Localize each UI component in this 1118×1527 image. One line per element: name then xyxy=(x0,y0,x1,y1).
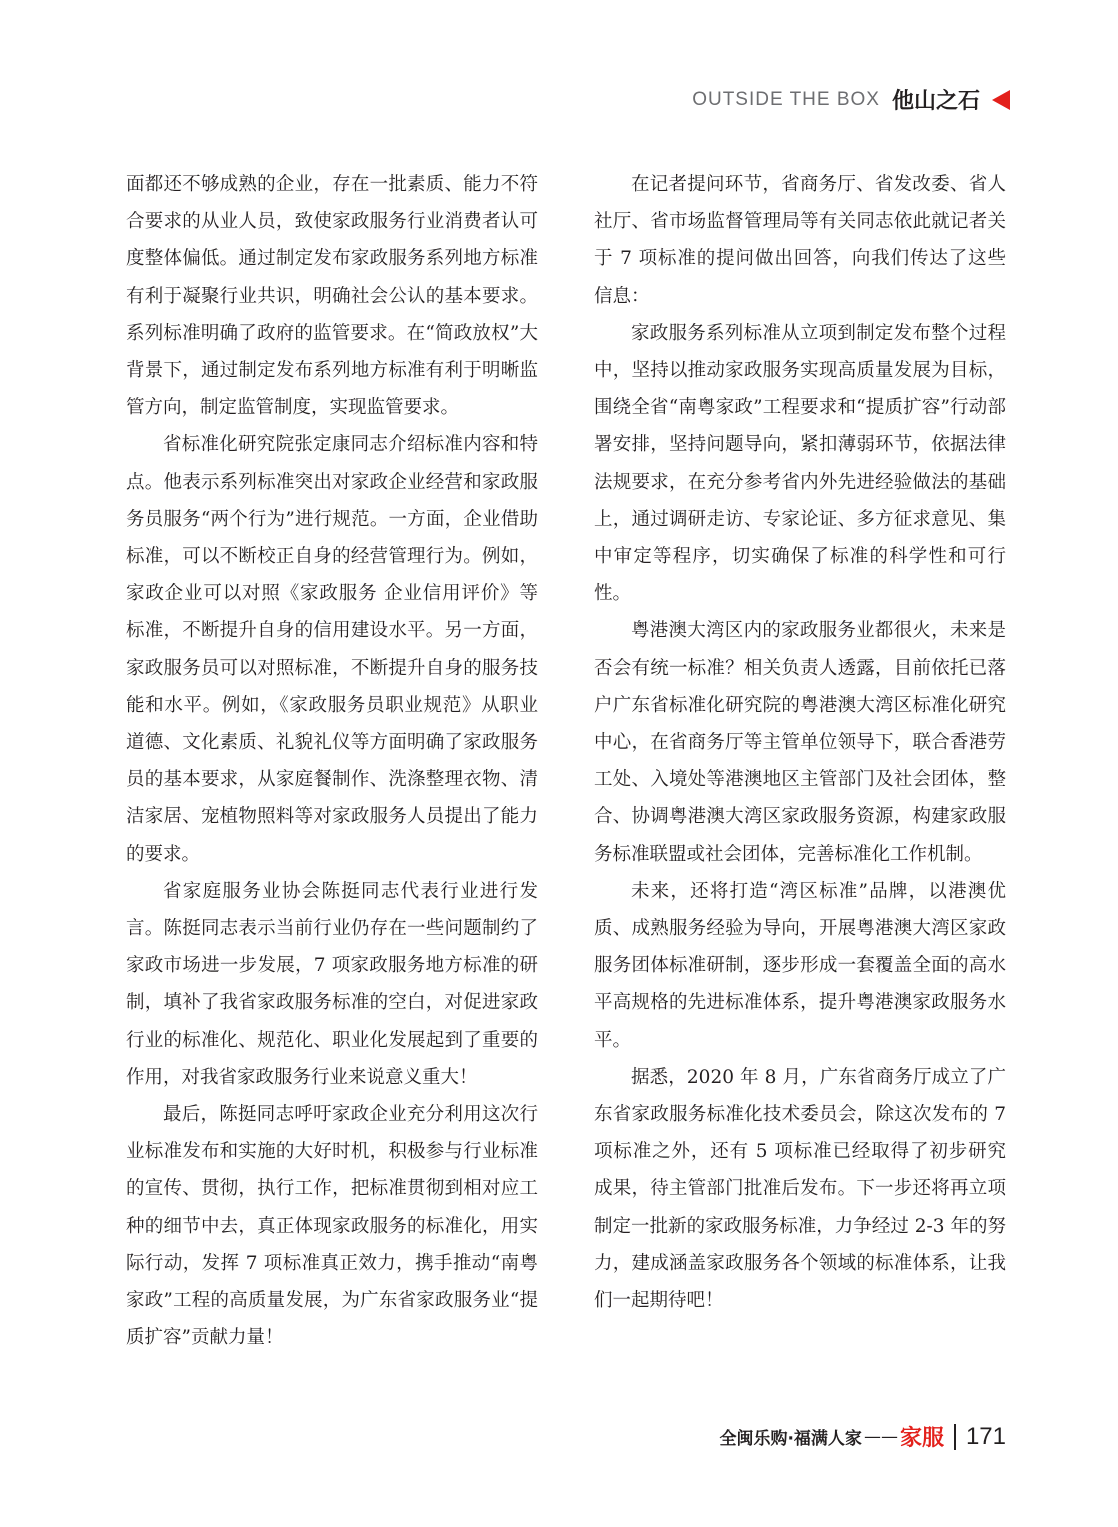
section-title-en: OUTSIDE THE BOX xyxy=(692,88,880,110)
page-footer xyxy=(719,1421,1006,1452)
paragraph: 家政服务系列标准从立项到制定发布整个过程中，坚持以推动家政服务实现高质量发展为目标，围绕全省“南粤家政”工程要求和“提质扩容”行动部署安排，坚持问题导向，紧扣薄弱环节，依据法律法规要求，在充分参考省内外先进经验做法的基础上，通过调研走访、专家论证、多方征求意见、集中审定等程序，切实确保了标准的科学性和可行性。 xyxy=(594,322,1006,605)
footer-dash: —— xyxy=(863,1426,898,1447)
paragraph: 最后，陈挺同志呼吁家政企业充分利用这次行业标准发布和实施的大好时机，积极参与行业标准的宣传、贯彻，执行工作，把标准贯彻到相对应工种的细节中去，真正体现家政服务的标准化，用实际行动，发挥 7 项标准真正效力，携手推动“南粤家政”工程的高质量发展，为广东省家政服务业“提质扩容”贡献力量！ xyxy=(126,1104,538,1349)
running-header xyxy=(692,84,1010,115)
footer-divider xyxy=(954,1424,956,1450)
right-column xyxy=(594,166,1006,1319)
paragraph: 省家庭服务业协会陈挺同志代表行业进行发言。陈挺同志表示当前行业仍存在一些问题制约了家政市场进一步发展，7 项家政服务地方标准的研制，填补了我省家政服务标准的空白，对促进家政行业的标准化、规范化、职业化发展起到了重要的作用，对我省家政服务行业来说意义重大！ xyxy=(126,880,538,1088)
paragraph: 据悉，2020 年 8 月，广东省商务厅成立了广东省家政服务标准化技术委员会，除这次发布的 7 项标准之外，还有 5 项标准已经取得了初步研究成果，待主管部门批准后发布。下一步还将再立项制定一批新的家政服务标准，力争经过 2-3 年的努力，建成涵盖家政服务各个领域的标准体系，让我们一起期待吧！ xyxy=(594,1066,1006,1312)
left-column xyxy=(126,166,538,1357)
paragraph: 面都还不够成熟的企业，存在一批素质、能力不符合要求的从业人员，致使家政服务行业消费者认可度整体偏低。通过制定发布家政服务系列地方标准有利于凝聚行业共识，明确社会公认的基本要求。系列标准明确了政府的监管要求。在“简政放权”大背景下，通过制定发布系列地方标准有利于明晰监管方向，制定监管制度，实现监管要求。 xyxy=(126,174,538,419)
footer-slogan: 全闽乐购·福满人家 xyxy=(719,1429,862,1449)
paragraph: 省标准化研究院张定康同志介绍标准内容和特点。他表示系列标准突出对家政企业经营和家政服务员服务“两个行为”进行规范。一方面，企业借助标准，可以不断校正自身的经营管理行为。例如，家政企业可以对照《家政服务 企业信用评价》等标准，不断提升自身的信用建设水平。另一方面，家政服务员可以对照标准，不断提升自身的服务技能和水平。例如，《家政服务员职业规范》从职业道德、文化素质、礼貌礼仪等方面明确了家政服务员的基本要求，从家庭餐制作、洗涤整理衣物、清洁家居、宠植物照料等对家政服务人员提出了能力的要求。 xyxy=(126,434,538,865)
footer-brand: 家服 xyxy=(899,1426,944,1451)
paragraph: 未来，还将打造“湾区标准”品牌，以港澳优质、成熟服务经验为导向，开展粤港澳大湾区家政服务团体标准研制，逐步形成一套覆盖全面的高水平高规格的先进标准体系，提升粤港澳家政服务水平。 xyxy=(594,880,1006,1051)
page-number: 171 xyxy=(965,1422,1006,1450)
section-title-cn: 他山之石 xyxy=(891,89,980,114)
triangle-marker-icon xyxy=(992,90,1010,110)
paragraph: 粤港澳大湾区内的家政服务业都很火，未来是否会有统一标准？相关负责人透露，目前依托已落户广东省标准化研究院的粤港澳大湾区标准化研究中心，在省商务厅等主管单位领导下，联合香港劳工处、入境处等港澳地区主管部门及社会团体，整合、协调粤港澳大湾区家政服务资源，构建家政服务标准联盟或社会团体，完善标准化工作机制。 xyxy=(594,620,1006,865)
paragraph: 在记者提问环节，省商务厅、省发改委、省人社厅、省市场监督管理局等有关同志依此就记者关于 7 项标准的提问做出回答，向我们传达了这些信息： xyxy=(594,174,1006,307)
